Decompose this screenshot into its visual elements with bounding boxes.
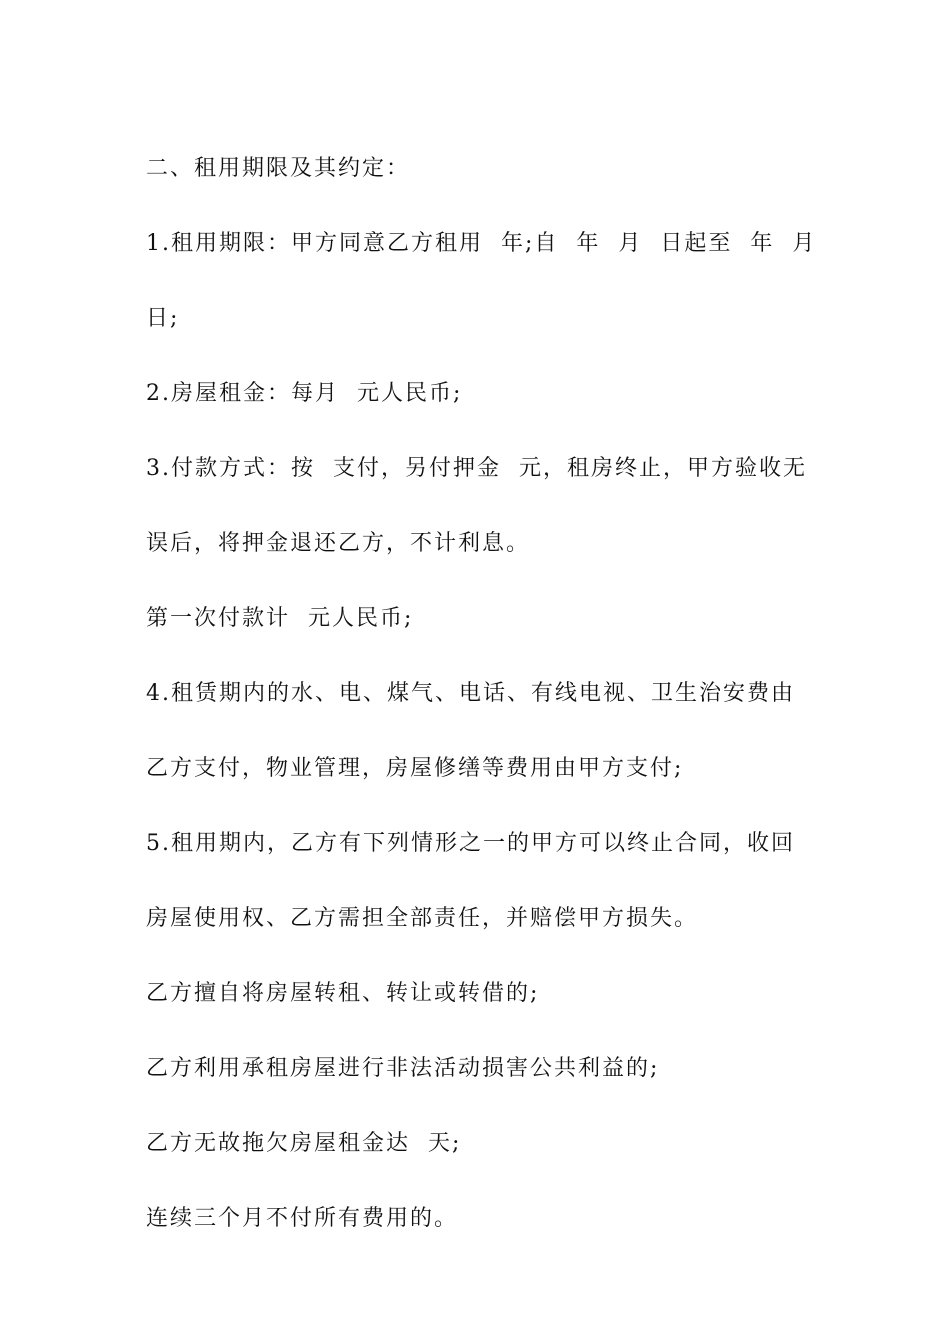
clause-4-line-1: 4.租赁期内的水、电、煤气、电话、有线电视、卫生治安费由 xyxy=(146,681,795,706)
clause-5-line-2: 房屋使用权、乙方需担全部责任，并赔偿甲方损失。 xyxy=(146,906,699,931)
condition-unpaid-fees: 连续三个月不付所有费用的。 xyxy=(146,1206,459,1231)
clause-1-line-1: 1.租用期限：甲方同意乙方租用 年;自 年 月 日起至 年 月 xyxy=(146,231,817,256)
clause-3-line-1: 3.付款方式：按 支付，另付押金 元，租房终止，甲方验收无 xyxy=(146,456,807,481)
first-payment: 第一次付款计 元人民币; xyxy=(146,606,414,631)
clause-1-line-2: 日; xyxy=(146,306,180,331)
clause-5-line-1: 5.租用期内，乙方有下列情形之一的甲方可以终止合同，收回 xyxy=(146,831,795,856)
condition-sublet: 乙方擅自将房屋转租、转让或转借的; xyxy=(146,981,540,1006)
section-heading: 二、租用期限及其约定： xyxy=(146,156,411,181)
document-body xyxy=(146,131,817,1256)
condition-illegal-use: 乙方利用承租房屋进行非法活动损害公共利益的; xyxy=(146,1056,660,1081)
clause-4-line-2: 乙方支付，物业管理，房屋修缮等费用由甲方支付; xyxy=(146,756,684,781)
clause-2: 2.房屋租金：每月 元人民币; xyxy=(146,381,463,406)
clause-3-line-2: 误后，将押金退还乙方，不计利息。 xyxy=(146,531,531,556)
condition-rent-arrears: 乙方无故拖欠房屋租金达 天; xyxy=(146,1131,462,1156)
